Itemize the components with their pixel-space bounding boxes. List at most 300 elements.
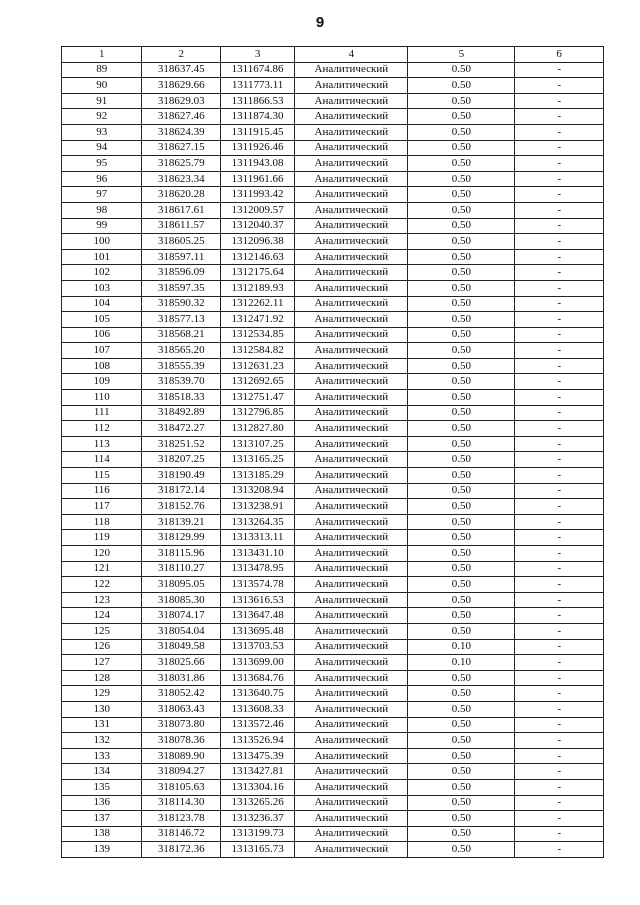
x-coordinate-cell: 318073.80 [142,717,220,733]
method-cell: Аналитический [295,608,408,624]
description-cell: - [515,62,604,78]
method-cell: Аналитический [295,62,408,78]
accuracy-cell: 0.50 [408,280,515,296]
accuracy-cell: 0.50 [408,343,515,359]
method-cell: Аналитический [295,124,408,140]
accuracy-cell: 0.50 [408,530,515,546]
x-coordinate-cell: 318637.45 [142,62,220,78]
x-coordinate-cell: 318115.96 [142,546,220,562]
table-row [62,514,604,530]
method-cell: Аналитический [295,436,408,452]
description-cell: - [515,405,604,421]
table-row [62,234,604,250]
accuracy-cell: 0.50 [408,327,515,343]
description-cell: - [515,826,604,842]
description-cell: - [515,452,604,468]
table-row [62,218,604,234]
table-row [62,374,604,390]
method-cell: Аналитический [295,483,408,499]
x-coordinate-cell: 318568.21 [142,327,220,343]
x-coordinate-cell: 318605.25 [142,234,220,250]
description-cell: - [515,187,604,203]
accuracy-cell: 0.50 [408,577,515,593]
point-number-cell: 105 [62,312,142,328]
table-row [62,156,604,172]
method-cell: Аналитический [295,546,408,562]
method-cell: Аналитический [295,514,408,530]
point-number-cell: 138 [62,826,142,842]
y-coordinate-cell: 1313616.53 [220,592,294,608]
x-coordinate-cell: 318025.66 [142,655,220,671]
accuracy-cell: 0.50 [408,421,515,437]
accuracy-cell: 0.50 [408,374,515,390]
description-cell: - [515,140,604,156]
method-cell: Аналитический [295,748,408,764]
table-row [62,421,604,437]
description-cell: - [515,312,604,328]
table-row [62,343,604,359]
y-coordinate-cell: 1312584.82 [220,343,294,359]
description-cell: - [515,280,604,296]
accuracy-cell: 0.50 [408,452,515,468]
table-row [62,530,604,546]
description-cell: - [515,608,604,624]
x-coordinate-cell: 318629.03 [142,93,220,109]
accuracy-cell: 0.50 [408,390,515,406]
point-number-cell: 119 [62,530,142,546]
method-cell: Аналитический [295,561,408,577]
point-number-cell: 112 [62,421,142,437]
point-number-cell: 131 [62,717,142,733]
method-cell: Аналитический [295,733,408,749]
y-coordinate-cell: 1313475.39 [220,748,294,764]
point-number-cell: 134 [62,764,142,780]
point-number-cell: 108 [62,358,142,374]
accuracy-cell: 0.50 [408,592,515,608]
column-header-1: 1 [62,47,142,63]
y-coordinate-cell: 1311866.53 [220,93,294,109]
point-number-cell: 120 [62,546,142,562]
point-number-cell: 107 [62,343,142,359]
table-row [62,187,604,203]
x-coordinate-cell: 318110.27 [142,561,220,577]
point-number-cell: 125 [62,623,142,639]
point-number-cell: 114 [62,452,142,468]
description-cell: - [515,202,604,218]
x-coordinate-cell: 318596.09 [142,265,220,281]
table-row [62,405,604,421]
accuracy-cell: 0.50 [408,234,515,250]
x-coordinate-cell: 318105.63 [142,779,220,795]
table-row [62,358,604,374]
description-cell: - [515,717,604,733]
description-cell: - [515,234,604,250]
table-row [62,639,604,655]
point-number-cell: 127 [62,655,142,671]
method-cell: Аналитический [295,171,408,187]
table-row [62,795,604,811]
accuracy-cell: 0.50 [408,499,515,515]
table-row [62,436,604,452]
accuracy-cell: 0.50 [408,701,515,717]
x-coordinate-cell: 318078.36 [142,733,220,749]
x-coordinate-cell: 318052.42 [142,686,220,702]
description-cell: - [515,421,604,437]
table-row [62,701,604,717]
table-row [62,717,604,733]
description-cell: - [515,499,604,515]
table-row [62,109,604,125]
x-coordinate-cell: 318089.90 [142,748,220,764]
point-number-cell: 137 [62,811,142,827]
x-coordinate-cell: 318207.25 [142,452,220,468]
x-coordinate-cell: 318172.36 [142,842,220,858]
method-cell: Аналитический [295,280,408,296]
y-coordinate-cell: 1313304.16 [220,779,294,795]
description-cell: - [515,93,604,109]
method-cell: Аналитический [295,592,408,608]
table-row [62,686,604,702]
table-row [62,171,604,187]
column-header-2: 2 [142,47,220,63]
y-coordinate-cell: 1312146.63 [220,249,294,265]
method-cell: Аналитический [295,826,408,842]
accuracy-cell: 0.50 [408,140,515,156]
point-number-cell: 99 [62,218,142,234]
y-coordinate-cell: 1313699.00 [220,655,294,671]
table-row [62,296,604,312]
x-coordinate-cell: 318085.30 [142,592,220,608]
table-row [62,483,604,499]
y-coordinate-cell: 1313640.75 [220,686,294,702]
accuracy-cell: 0.50 [408,779,515,795]
x-coordinate-cell: 318123.78 [142,811,220,827]
description-cell: - [515,374,604,390]
y-coordinate-cell: 1312796.85 [220,405,294,421]
description-cell: - [515,795,604,811]
point-number-cell: 106 [62,327,142,343]
table-row [62,748,604,764]
y-coordinate-cell: 1313185.29 [220,468,294,484]
point-number-cell: 102 [62,265,142,281]
table-row [62,811,604,827]
description-cell: - [515,748,604,764]
column-header-4: 4 [295,47,408,63]
y-coordinate-cell: 1312009.57 [220,202,294,218]
table-row [62,592,604,608]
method-cell: Аналитический [295,234,408,250]
method-cell: Аналитический [295,93,408,109]
table-row [62,312,604,328]
x-coordinate-cell: 318049.58 [142,639,220,655]
x-coordinate-cell: 318555.39 [142,358,220,374]
method-cell: Аналитический [295,530,408,546]
accuracy-cell: 0.50 [408,187,515,203]
description-cell: - [515,623,604,639]
accuracy-cell: 0.50 [408,748,515,764]
y-coordinate-cell: 1312751.47 [220,390,294,406]
description-cell: - [515,764,604,780]
x-coordinate-cell: 318627.46 [142,109,220,125]
description-cell: - [515,701,604,717]
table-row [62,623,604,639]
accuracy-cell: 0.50 [408,171,515,187]
table-row [62,842,604,858]
point-number-cell: 133 [62,748,142,764]
description-cell: - [515,265,604,281]
description-cell: - [515,249,604,265]
accuracy-cell: 0.50 [408,717,515,733]
x-coordinate-cell: 318063.43 [142,701,220,717]
y-coordinate-cell: 1313107.25 [220,436,294,452]
description-cell: - [515,546,604,562]
table-row [62,468,604,484]
y-coordinate-cell: 1312175.64 [220,265,294,281]
y-coordinate-cell: 1313238.91 [220,499,294,515]
point-number-cell: 92 [62,109,142,125]
description-cell: - [515,218,604,234]
table-row [62,140,604,156]
y-coordinate-cell: 1313264.35 [220,514,294,530]
table-row [62,78,604,94]
method-cell: Аналитический [295,187,408,203]
accuracy-cell: 0.50 [408,514,515,530]
point-number-cell: 124 [62,608,142,624]
method-cell: Аналитический [295,405,408,421]
accuracy-cell: 0.50 [408,265,515,281]
table-row [62,561,604,577]
method-cell: Аналитический [295,717,408,733]
description-cell: - [515,390,604,406]
point-number-cell: 128 [62,670,142,686]
point-number-cell: 103 [62,280,142,296]
table-row [62,93,604,109]
method-cell: Аналитический [295,577,408,593]
point-number-cell: 90 [62,78,142,94]
y-coordinate-cell: 1313265.26 [220,795,294,811]
method-cell: Аналитический [295,296,408,312]
table-row [62,327,604,343]
x-coordinate-cell: 318577.13 [142,312,220,328]
point-number-cell: 121 [62,561,142,577]
description-cell: - [515,358,604,374]
accuracy-cell: 0.50 [408,312,515,328]
x-coordinate-cell: 318629.66 [142,78,220,94]
method-cell: Аналитический [295,358,408,374]
accuracy-cell: 0.50 [408,62,515,78]
method-cell: Аналитический [295,842,408,858]
y-coordinate-cell: 1311961.66 [220,171,294,187]
coordinates-table [61,46,604,858]
accuracy-cell: 0.50 [408,296,515,312]
description-cell: - [515,811,604,827]
table-row [62,265,604,281]
description-cell: - [515,78,604,94]
description-cell: - [515,109,604,125]
y-coordinate-cell: 1312189.93 [220,280,294,296]
point-number-cell: 95 [62,156,142,172]
method-cell: Аналитический [295,670,408,686]
x-coordinate-cell: 318472.27 [142,421,220,437]
description-cell: - [515,733,604,749]
x-coordinate-cell: 318251.52 [142,436,220,452]
description-cell: - [515,514,604,530]
accuracy-cell: 0.50 [408,202,515,218]
x-coordinate-cell: 318617.61 [142,202,220,218]
method-cell: Аналитический [295,327,408,343]
table-row [62,670,604,686]
description-cell: - [515,592,604,608]
column-header-6: 6 [515,47,604,63]
y-coordinate-cell: 1311926.46 [220,140,294,156]
method-cell: Аналитический [295,795,408,811]
x-coordinate-cell: 318031.86 [142,670,220,686]
method-cell: Аналитический [295,421,408,437]
table-row [62,499,604,515]
y-coordinate-cell: 1313608.33 [220,701,294,717]
method-cell: Аналитический [295,140,408,156]
y-coordinate-cell: 1313703.53 [220,639,294,655]
table-row [62,655,604,671]
x-coordinate-cell: 318625.79 [142,156,220,172]
accuracy-cell: 0.50 [408,608,515,624]
y-coordinate-cell: 1312631.23 [220,358,294,374]
x-coordinate-cell: 318590.32 [142,296,220,312]
point-number-cell: 111 [62,405,142,421]
table-row [62,608,604,624]
y-coordinate-cell: 1313574.78 [220,577,294,593]
table-row [62,764,604,780]
x-coordinate-cell: 318190.49 [142,468,220,484]
x-coordinate-cell: 318565.20 [142,343,220,359]
x-coordinate-cell: 318146.72 [142,826,220,842]
y-coordinate-cell: 1313236.37 [220,811,294,827]
method-cell: Аналитический [295,343,408,359]
y-coordinate-cell: 1313208.94 [220,483,294,499]
accuracy-cell: 0.10 [408,639,515,655]
y-coordinate-cell: 1313478.95 [220,561,294,577]
accuracy-cell: 0.50 [408,468,515,484]
table-row [62,249,604,265]
x-coordinate-cell: 318623.34 [142,171,220,187]
point-number-cell: 96 [62,171,142,187]
accuracy-cell: 0.50 [408,405,515,421]
y-coordinate-cell: 1313684.76 [220,670,294,686]
table-row [62,452,604,468]
x-coordinate-cell: 318539.70 [142,374,220,390]
point-number-cell: 113 [62,436,142,452]
point-number-cell: 115 [62,468,142,484]
y-coordinate-cell: 1313199.73 [220,826,294,842]
method-cell: Аналитический [295,779,408,795]
accuracy-cell: 0.50 [408,561,515,577]
accuracy-cell: 0.50 [408,546,515,562]
description-cell: - [515,577,604,593]
accuracy-cell: 0.50 [408,795,515,811]
y-coordinate-cell: 1312692.65 [220,374,294,390]
description-cell: - [515,686,604,702]
x-coordinate-cell: 318094.27 [142,764,220,780]
description-cell: - [515,483,604,499]
y-coordinate-cell: 1311773.11 [220,78,294,94]
accuracy-cell: 0.50 [408,733,515,749]
table-row [62,390,604,406]
method-cell: Аналитический [295,468,408,484]
description-cell: - [515,655,604,671]
accuracy-cell: 0.10 [408,655,515,671]
y-coordinate-cell: 1311943.08 [220,156,294,172]
y-coordinate-cell: 1313695.48 [220,623,294,639]
table-row [62,280,604,296]
description-cell: - [515,436,604,452]
y-coordinate-cell: 1313427.81 [220,764,294,780]
description-cell: - [515,842,604,858]
point-number-cell: 122 [62,577,142,593]
accuracy-cell: 0.50 [408,436,515,452]
accuracy-cell: 0.50 [408,109,515,125]
y-coordinate-cell: 1312534.85 [220,327,294,343]
description-cell: - [515,327,604,343]
method-cell: Аналитический [295,639,408,655]
x-coordinate-cell: 318074.17 [142,608,220,624]
y-coordinate-cell: 1313526.94 [220,733,294,749]
x-coordinate-cell: 318172.14 [142,483,220,499]
accuracy-cell: 0.50 [408,78,515,94]
description-cell: - [515,296,604,312]
table-row [62,202,604,218]
y-coordinate-cell: 1313431.10 [220,546,294,562]
method-cell: Аналитический [295,202,408,218]
point-number-cell: 136 [62,795,142,811]
point-number-cell: 135 [62,779,142,795]
table-row [62,779,604,795]
method-cell: Аналитический [295,623,408,639]
accuracy-cell: 0.50 [408,811,515,827]
method-cell: Аналитический [295,249,408,265]
accuracy-cell: 0.50 [408,670,515,686]
accuracy-cell: 0.50 [408,842,515,858]
table-row [62,62,604,78]
x-coordinate-cell: 318627.15 [142,140,220,156]
method-cell: Аналитический [295,109,408,125]
point-number-cell: 130 [62,701,142,717]
point-number-cell: 98 [62,202,142,218]
point-number-cell: 101 [62,249,142,265]
method-cell: Аналитический [295,701,408,717]
point-number-cell: 117 [62,499,142,515]
table-row [62,826,604,842]
y-coordinate-cell: 1312827.80 [220,421,294,437]
x-coordinate-cell: 318597.11 [142,249,220,265]
accuracy-cell: 0.50 [408,358,515,374]
accuracy-cell: 0.50 [408,124,515,140]
point-number-cell: 129 [62,686,142,702]
description-cell: - [515,779,604,795]
description-cell: - [515,468,604,484]
method-cell: Аналитический [295,390,408,406]
accuracy-cell: 0.50 [408,686,515,702]
method-cell: Аналитический [295,156,408,172]
x-coordinate-cell: 318620.28 [142,187,220,203]
table-body [62,62,604,857]
x-coordinate-cell: 318095.05 [142,577,220,593]
x-coordinate-cell: 318611.57 [142,218,220,234]
accuracy-cell: 0.50 [408,156,515,172]
x-coordinate-cell: 318054.04 [142,623,220,639]
accuracy-cell: 0.50 [408,483,515,499]
accuracy-cell: 0.50 [408,93,515,109]
point-number-cell: 110 [62,390,142,406]
